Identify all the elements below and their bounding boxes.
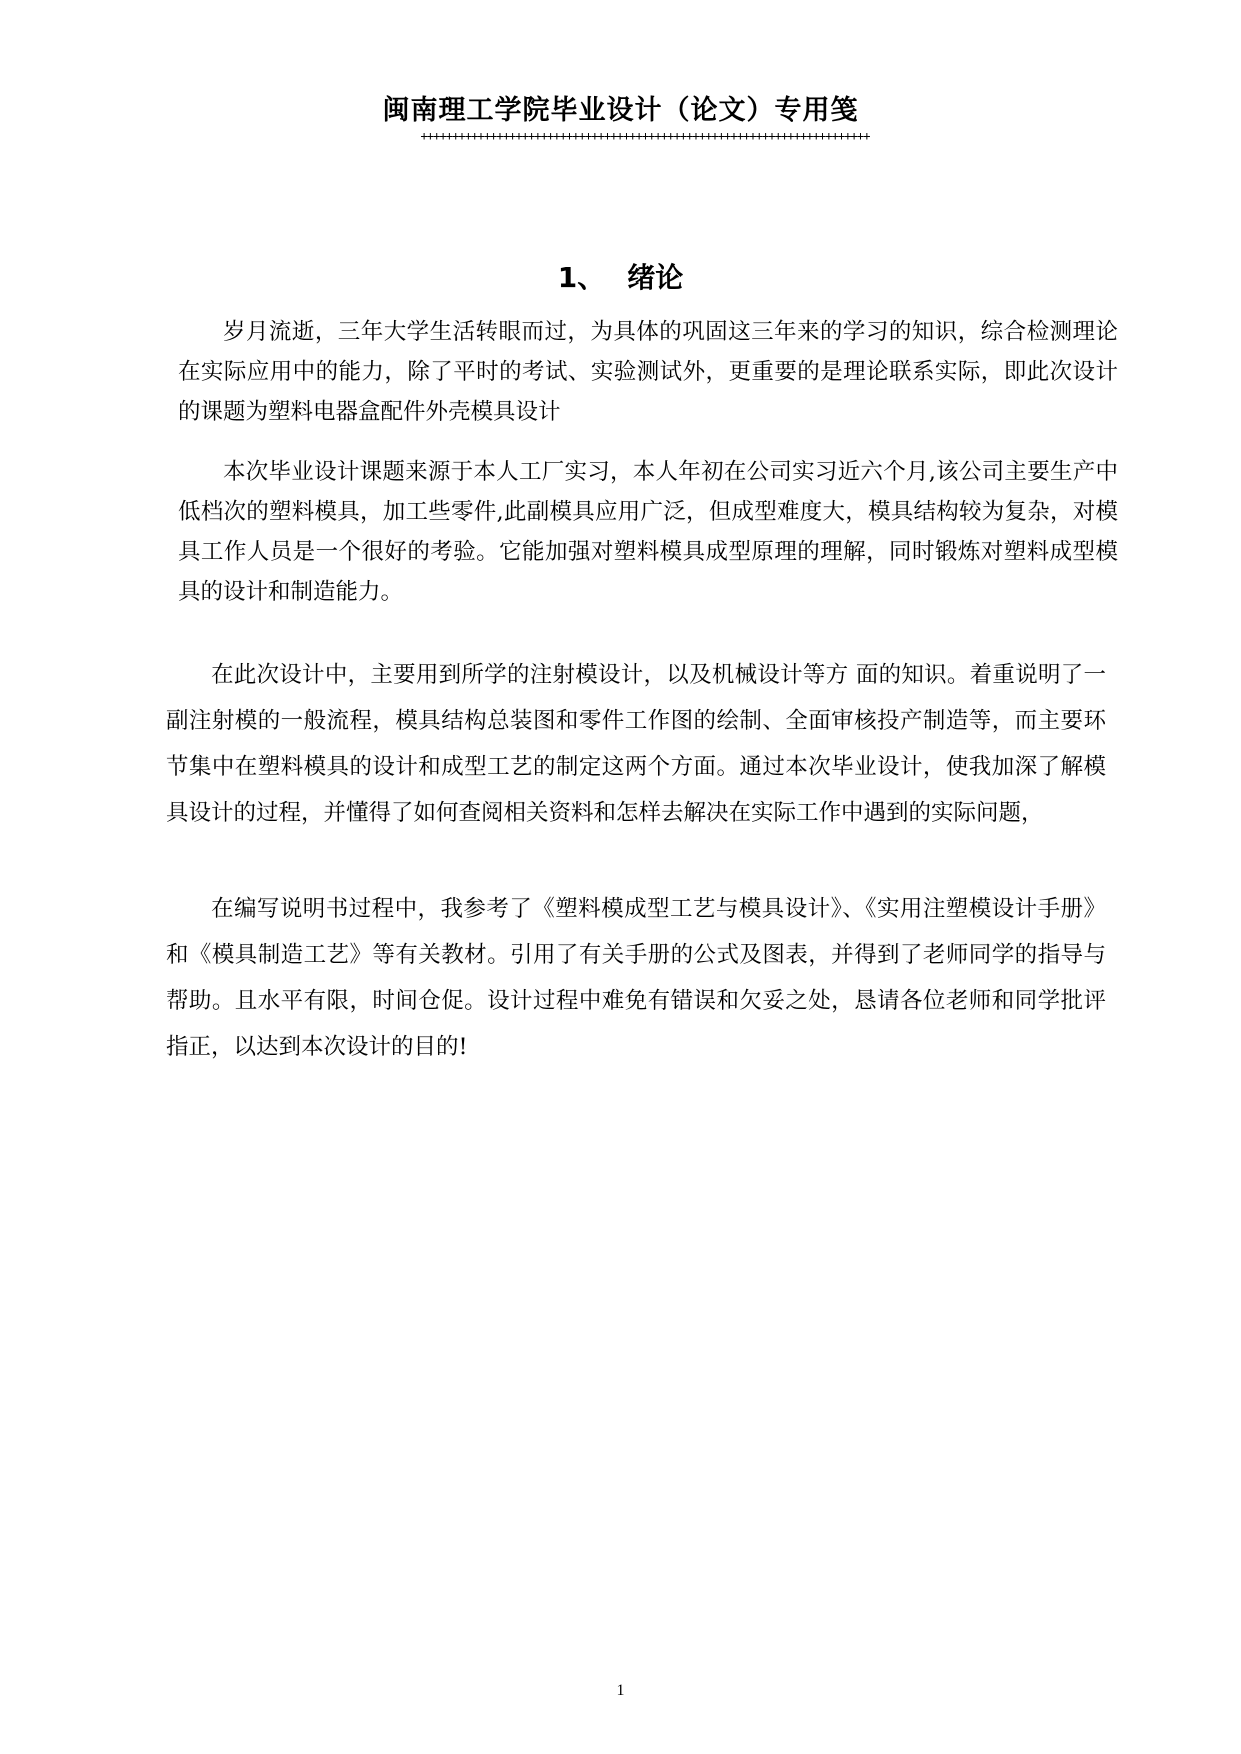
paragraph-1: 岁月流逝，三年大学生活转眼而过，为具体的巩固这三年来的学习的知识，综合检测理论在实际应用中的能力，除了平时的考试、实验测试外，更重要的是理论联系实际，即此次设计的课题为塑料电器盒配件外壳模具设计 [178, 319, 1118, 425]
section-number: 1、 [557, 261, 606, 294]
paragraph-2: 本次毕业设计课题来源于本人工厂实习，本人年初在公司实习近六个月,该公司主要生产中低档次的塑料模具，加工些零件,此副模具应用广泛，但成型难度大，模具结构较为复杂，对模具工作人员是一个很好的考验。它能加强对塑料模具成型原理的理解，同时锻炼对塑料成型模具的设计和制造能力。 [178, 459, 1118, 605]
paragraph-4: 在编写说明书过程中，我参考了《塑料模成型工艺与模具设计》、《实用注塑模设计手册》和《模具制造工艺》等有关教材。引用了有关手册的公式及图表，并得到了老师同学的指导与帮助。且水平有限，时间仓促。设计过程中难免有错误和欠妥之处，恳请各位老师和同学批评指正，以达到本次设计的目的! [166, 896, 1106, 1060]
page-number: 1 [616, 1682, 625, 1699]
paragraph-3: 在此次设计中，主要用到所学的注射模设计，以及机械设计等方 面的知识。着重说明了一副注射模的一般流程，模具结构总装图和零件工作图的绘制、全面审核投产制造等，而主要环节集中在塑料模具的设计和成型工艺的制定这两个方面。通过本次毕业设计，使我加深了解模具设计的过程，并懂得了如何查阅相关资料和怎样去解决在实际工作中遇到的实际问题， [166, 662, 1106, 826]
section-title: 绪论 [627, 261, 684, 294]
section-heading [0, 256, 1241, 296]
header-rule: +++++++++++++++++++++++++++++++++++++++++++++++++++++++++++++++++++++++ [420, 129, 870, 143]
header-title: 闽南理工学院毕业设计（论文）专用笺 [382, 95, 859, 126]
